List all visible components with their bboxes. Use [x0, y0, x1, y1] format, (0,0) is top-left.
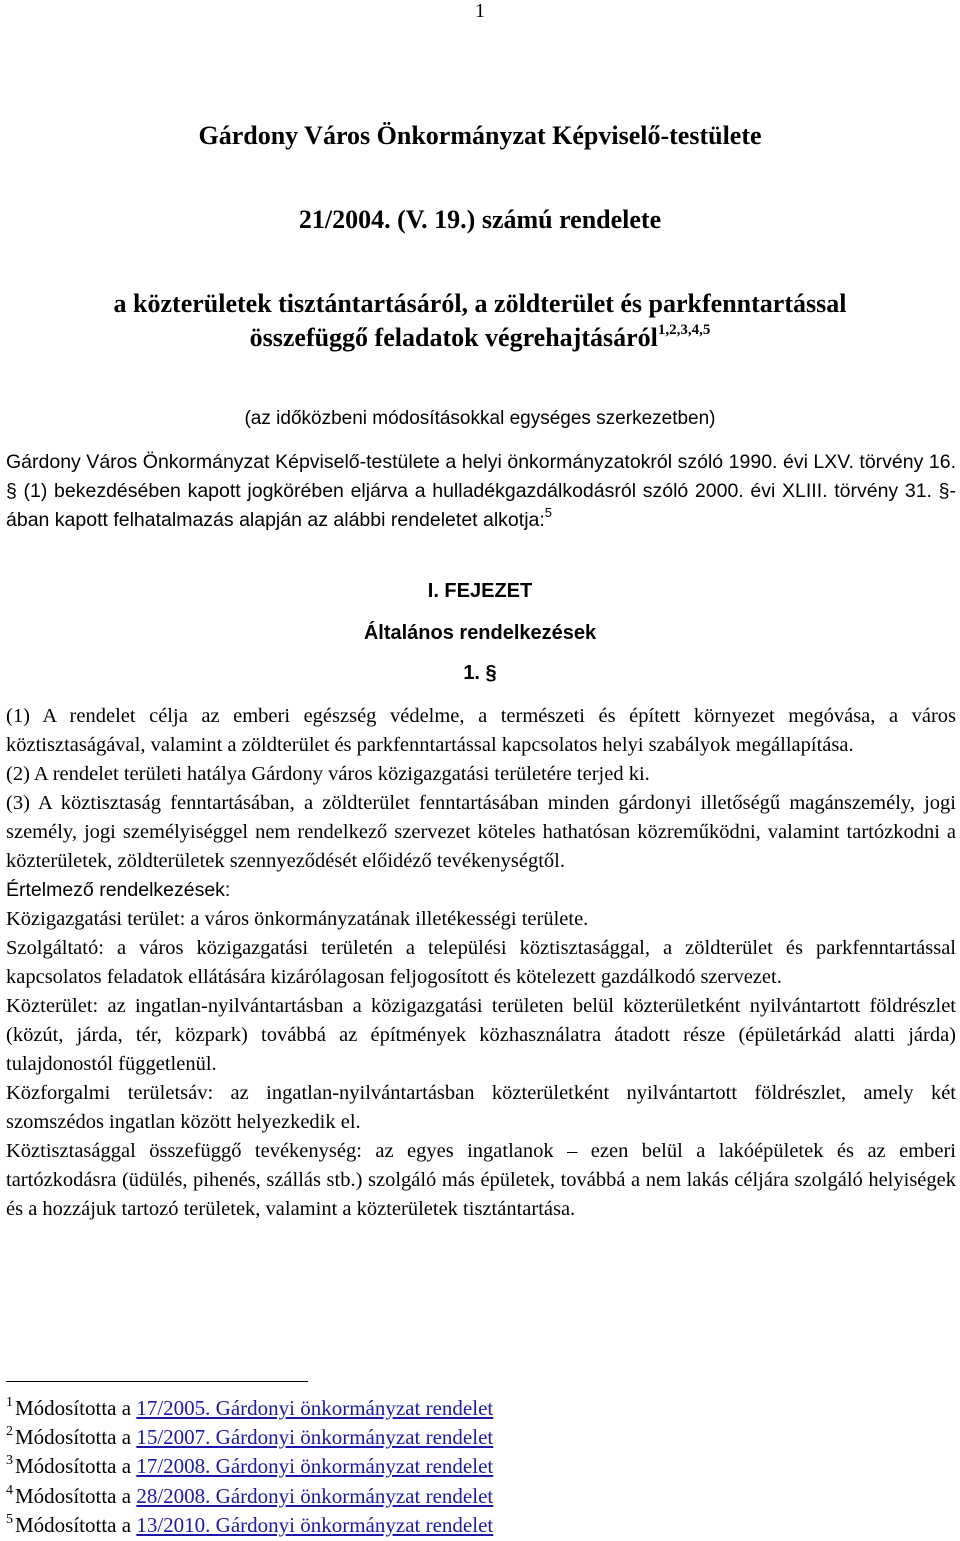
paragraph: (3) A köztisztaság fenntartásában, a zöldterület fenntartásában minden gárdonyi illetőségű magánszemély, jogi személy, jogi személyiséggel nem rendelkező szervezet köteles hathatósan közreműködni, valamint tartózkodni a közterületek, zöldterületek szennyeződését előidéző tevékenységtől. [6, 792, 956, 872]
definition: Közigazgatási terület: a város önkormányzatának illetékességi területe. [6, 908, 589, 930]
footnote-item [6, 1423, 906, 1452]
document-title-subject-line1: a közterületek tisztántartásáról, a zöldterület és parkfenntartással [113, 289, 847, 318]
footnote-number: 3 [6, 1453, 13, 1469]
footnote-prefix: Módosította a [15, 1454, 137, 1479]
footnote-link[interactable]: 15/2007. Gárdonyi önkormányzat rendelet [136, 1425, 494, 1450]
paragraph: (2) A rendelet területi hatálya Gárdony város közigazgatási területére terjed ki. [6, 763, 650, 785]
preamble-footnote-ref: 5 [544, 505, 553, 520]
footnote-prefix: Módosította a [15, 1425, 137, 1450]
footnote-link[interactable]: 13/2010. Gárdonyi önkormányzat rendelet [136, 1512, 494, 1537]
footnote-number: 4 [6, 1482, 13, 1498]
footnote-prefix: Módosította a [15, 1396, 137, 1420]
definition: Közforgalmi területsáv: az ingatlan-nyilvántartásban közterületként nyilvántartott földrészlet, amely két szomszédos ingatlan között helyezkedik el. [6, 1082, 956, 1133]
document-title-subject-text: összefüggő feladatok végrehajtásáról [249, 323, 658, 352]
document-title-number: 21/2004. (V. 19.) számú rendelete [298, 205, 662, 234]
preamble [6, 448, 956, 535]
section-body [6, 702, 956, 1224]
footnote-number: 1 [6, 1395, 13, 1410]
footnote-prefix: Módosította a [15, 1483, 137, 1508]
chapter-title: Általános rendelkezések [363, 622, 597, 644]
page-number: 1 [475, 0, 485, 22]
footnote-item [6, 1452, 906, 1481]
footnote-item [6, 1511, 906, 1540]
consolidated-note: (az időközbeni módosításokkal egységes szerkezetben) [244, 408, 716, 429]
definitions-heading: Értelmező rendelkezések: [6, 879, 231, 901]
paragraph: (1) A rendelet célja az emberi egészség védelme, a természeti és épített környezet megóvása, a város köztisztaságával, valamint a zöldterület és parkfenntartással kapcsolatos helyi szabályok megállapítása. [6, 705, 956, 756]
footnote-link[interactable]: 17/2008. Gárdonyi önkormányzat rendelet [136, 1454, 494, 1479]
footnote-link[interactable]: 17/2005. Gárdonyi önkormányzat rendelet [136, 1396, 494, 1420]
footnote-prefix: Módosította a [15, 1512, 137, 1537]
definition: Köztisztasággal összefüggő tevékenység: az egyes ingatlanok – ezen belül a lakóépületek és az emberi tartózkodásra (üdülés, pihenés, szállás stb.) szolgáló más épületek, továbbá a nem lakás céljára szolgáló helyiségek és a hozzájuk tartozó területek, valamint a közterületek tisztántartása. [6, 1140, 956, 1220]
document-title-issuer: Gárdony Város Önkormányzat Képviselő-testülete [198, 121, 762, 150]
footnote-item [6, 1482, 906, 1511]
footnote-link[interactable]: 28/2008. Gárdonyi önkormányzat rendelet [136, 1483, 494, 1508]
preamble-text: Gárdony Város Önkormányzat Képviselő-testülete a helyi önkormányzatokról szóló 1990. évi LXV. törvény 16. § (1) bekezdésében kapott jogkörében eljárva a hulladékgazdálkodásról szóló 2000. évi XLIII. törvény 31. §-ában kapott felhatalmazás alapján az alábbi rendeletet alkotja: [6, 451, 956, 531]
footnote-number: 2 [6, 1424, 13, 1440]
definition: Közterület: az ingatlan-nyilvántartásban a közigazgatási területen belül közterületként nyilvántartott földrészlet (közút, járda, tér, közpark) továbbá az építmények közhasználatra átadott része (épületárkád alatti járda) tulajdonostól függetlenül. [6, 995, 956, 1075]
footnotes [6, 1394, 906, 1540]
document-title-subject-line2 [0, 322, 960, 354]
section-number: 1. § [463, 662, 497, 684]
title-footnote-refs: 1,2,3,4,5 [657, 322, 711, 338]
footnote-number: 5 [6, 1511, 13, 1527]
chapter-number: I. FEJEZET [427, 580, 533, 602]
footnote-item [6, 1394, 906, 1423]
definition: Szolgáltató: a város közigazgatási területén a települési köztisztasággal, a zöldterület és parkfenntartással kapcsolatos feladatok ellátására kizárólagosan feljogosított és kötelezett gazdálkodó szervezet. [6, 937, 956, 988]
footnote-separator [6, 1381, 308, 1382]
